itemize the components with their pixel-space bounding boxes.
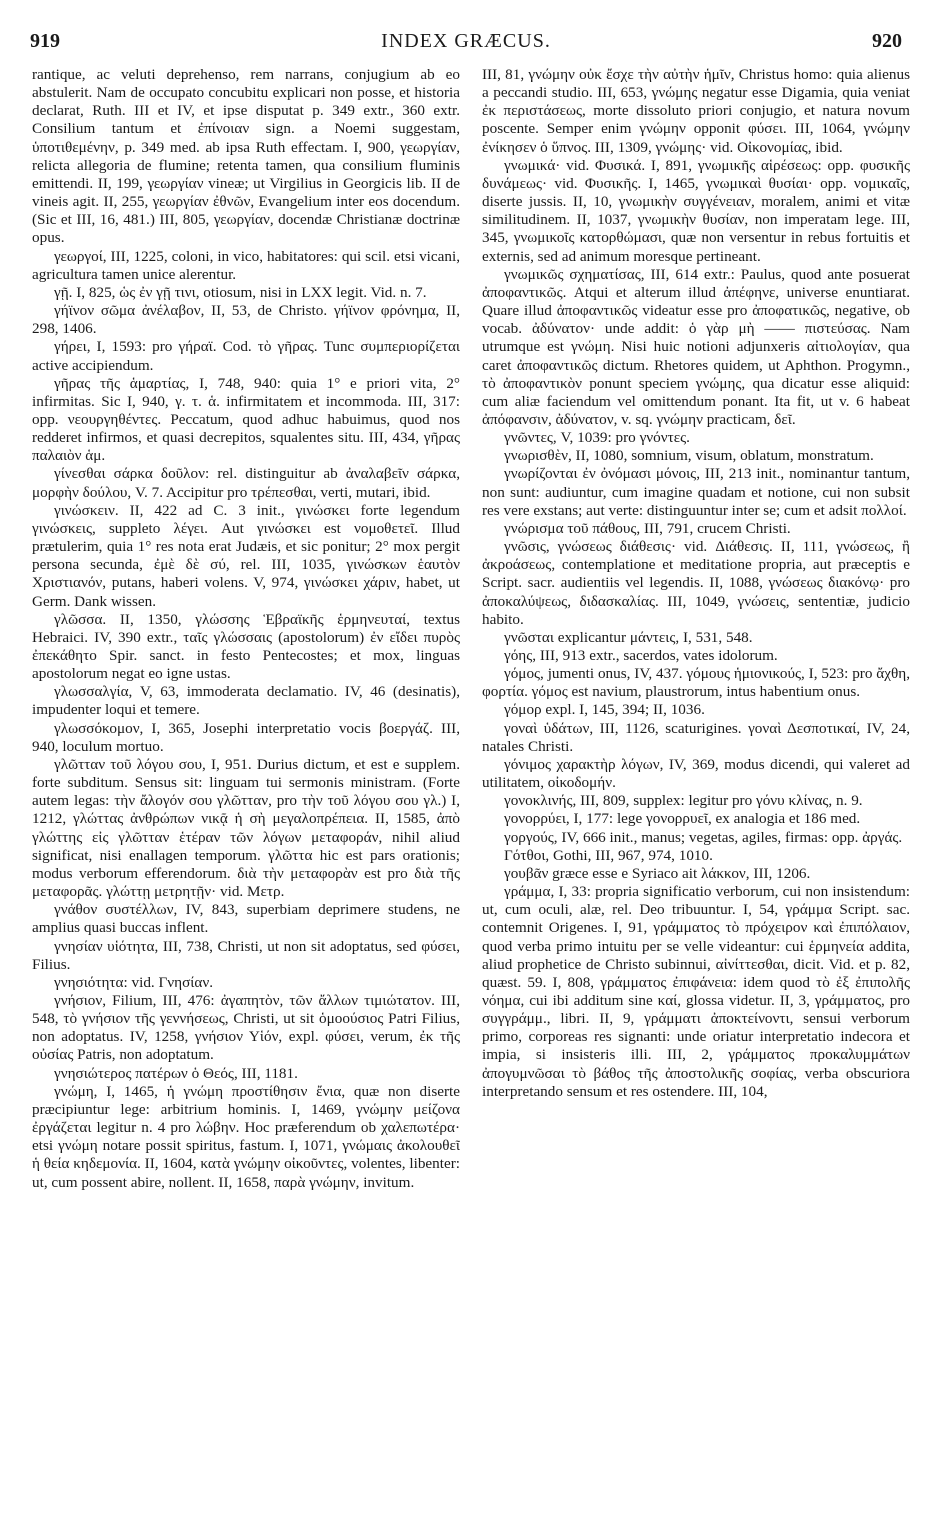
index-entry: γονορρύει, I, 177: lege γονορρυεῖ, ex analogia et 186 med. (504, 810, 861, 828)
index-entry: γήϊνον σῶμα ἀνέλαβον, II, 53, de Christo. γήϊνον φρόνημα, II, 298, 1406. (32, 302, 460, 338)
index-entry: γράμμα, I, 33: propria significatio verborum, cui non insistendum: ut, cum oculi, alæ, rel. Deo tribuuntur. I, 54, γράμμα Script. sac. contemnit Origenes. I, 91, γράμματος τὸ πρόχειρον καὶ ἐπιπόλαιον, quod verba primo intuitu per se velle videantur: cui ἑρμηνεία addita, aliud prophetice de Christo subinnui, αἰνίττεσθαι, dicit. Vid. et p. 82, quæst. 59. I, 808, γράμματος ἐπιφάνεια: idem quod τὸ ἐξ ἐπιπολῆς νόημα, cui ibi additum sine καί, glossa videtur. II, 3, γράμματος, pro συγγράμμ., libri. II, 9, γράμματι ἀποκτείνοντι, sensui verborum primo, corporeas res signanti: unde oriatur interpretatio indecora et impia, si insisteris illi. III, 2, γράμματος προκαλυμμάτων ἀπογυμνῶσαι τὸ βάθος τῆς ἀποστολικῆς σοφίας, verba obscuriora interpretando sensum et res ostendere. III, 104, (482, 883, 910, 1100)
index-entry: γνήσιον, Filium, III, 476: ἀγαπητὸν, τῶν ἄλλων τιμιώτατον. III, 548, τὸ γνήσιον τῆς γεννήσεως, Christi, ut sit ὁμοούσιος Patri Filius, non adoptatus. IV, 1258, γνήσιον Υἱόν, expl. φύσει, verum, ἐκ τῆς οὐσίας Patris, non adoptatum. (32, 991, 460, 1064)
index-entry: γεωργοί, III, 1225, coloni, in vico, habitatores: qui scil. etsi vicani, agricultura tamen unice alerentur. (32, 247, 460, 283)
index-entry: γνωμικά· vid. Φυσικά. I, 891, γνωμικῆς αἱρέσεως: opp. φυσικῆς δυνάμεως· vid. Φυσικῆς. I, 1465, γνωμικαὶ θυσίαι· opp. νομικαῖς, diserte jussis. II, 10, γνωμικὴν συγγένειαν, moralem, animi et vitæ similitudinem. II, 1037, γνωμικὴν θυσίαν, non imperatam lege. III, 345, γνωμικοῖς κατορθώμασι, quæ non versentur in rebus fortuitis et externis, sed ad animum moresque pertineant. (482, 156, 910, 265)
index-entry: γόνιμος χαρακτὴρ λόγων, IV, 369, modus dicendi, qui valeret ad utilitatem, οἰκοδομήν. (482, 755, 910, 792)
index-entry: γλωσσαλγία, V, 63, immoderata declamatio. IV, 46 (desinatis), impudenter loqui et temere. (32, 683, 460, 719)
running-title: INDEX GRÆCUS. (381, 30, 551, 52)
index-entry: γνησιότητα: vid. Γνησίαν. (54, 973, 213, 991)
index-entry: γλῶσσα. II, 1350, γλώσσης Ἑβραϊκῆς ἑρμηνευταί, textus Hebraici. IV, 390 extr., ταῖς γλώσσαις (apostolorum) ἐν εἴδει πυρὸς ἐπεκάθητο Spir. sanct. in festo Pentecostes; et mox, linguas apostolorum negat eo igne ustas. (32, 610, 460, 683)
index-entry: γνῶντες, V, 1039: pro γνόντες. (504, 429, 690, 447)
right-page-number: 920 (872, 30, 902, 52)
index-entry: γίνεσθαι σάρκα δοῦλον: rel. distinguitur ab ἀναλαβεῖν σάρκα, μορφὴν δούλου, V. 7. Accipitur pro τρέπεσθαι, verti, mutari, ibid. (32, 465, 460, 501)
index-entry: γῇ. I, 825, ὡς ἐν γῇ τινι, otiosum, nisi in LXX legit. Vid. n. 7. (54, 283, 427, 301)
index-entry: γνάθον συστέλλων, IV, 843, superbiam deprimere studens, ne amplius quasi buccas inflent. (32, 901, 460, 937)
index-entry: γουβᾶν græce esse e Syriaco ait λάκκον, III, 1206. (504, 864, 811, 882)
index-entry: γοναὶ ὑδάτων, III, 1126, scaturigines. γοναὶ Δεσποτικαί, IV, 24, natales Christi. (482, 719, 910, 755)
page-header (30, 30, 902, 60)
index-entry: γινώσκειν. II, 422 ad C. 3 init., γινώσκει forte legendum γινώσκεις, suppleto λέγει. Aut γινώσκει est νομοθετεῖ. Illud prætulerim, quia 1° res nota erat Judæis, et sic ponitur; 2° mox pergit persona secunda, ἐμὲ δὲ σύ, rel. III, 1035, γινώσκων ἑαυτὸν Χριστιανόν, putans, haberi volens. V, 974, γινώσκει χάριν, habet, ut Germ. Dank wissen. (32, 501, 460, 610)
index-entry: γλῶτταν τοῦ λόγου σου, I, 951. Durius dictum, et est e supplem. forte subditum. Sensus sit: linguam tui sermonis ministram. (Forte autem legas: τὴν ἄλογόν σου γλῶτταν, pro τὴν τοῦ λόγου σου γλ.) I, 1212, γλώττας ἀνθρώπων νικᾷ ἡ σὴ μεγαλοπρέπεια. II, 1585, ἀπὸ γλώττης εἰς γλῶτταν ἑτέραν τῶν λόγων μεταφοράν, nihil aliud significat, nisi enallagen temporum. γλῶττα hic est pars orationis; modus verborum efferendorum. διὰ τὴν μεταφορὰν est pro διὰ τῆς μεταφορᾶς. γλώττῃ μετρητῇν· vid. Μετρ. (32, 755, 460, 901)
index-entry: γῆρας τῆς ἁμαρτίας, I, 748, 940: quia 1° e priori vita, 2° infirmitas. Sic I, 940, γ. τ. ἁ. infirmitatem et incommoda. III, 317: opp. νεουργηθέντες. Peccatum, quod adhuc habuimus, quod nos redderet infirmos, et quasi decrepitos, squalentes situ. III, 434, γῆρας παλαιὸν ἁμ. (32, 374, 460, 465)
index-entry: γήρει, I, 1593: pro γήραϊ. Cod. τὸ γῆρας. Tunc συμπεριορίζεται active accipiendum. (32, 338, 460, 374)
index-entry: γνωμικῶς σχηματίσας, III, 614 extr.: Paulus, quod ante posuerat ἀποφαντικῶς. Atqui et alterum illud ἀπέφηνε, universe enuntiarat. Quare illud ἀποφαντικῶς videatur esse pro ἀποφατικῶς, negative, ob vocab. ἀδύνατον· unde addit: ὁ γὰρ μὴ —— πιστεύσας. Nam utrumque est γνώμη. Nisi huic notioni adjunxeris αἰτιολογίαν, qua caret ἀποφαντικῶς dictum. Rhetores quidem, ut Aphthon. Progymn., τὸ ἀποφαντικὸν ponunt speciem γνώμης, qua dicatur esse aliquid: cum aliæ faciendum vel omittendum ponant. Ita fit, ut v. 6 habeat ἀπόφανσιν, ἀδύνατον, v. sq. γνώμην practicam, δεῖ. (482, 265, 910, 428)
index-entry: γνησίαν υἱότητα, III, 738, Christi, ut non sit adoptatus, sed φύσει, Filius. (32, 937, 460, 973)
index-entry: γνώμη, I, 1465, ἡ γνώμη προστίθησιν ἔνια, quæ non diserte præcipiuntur lege: arbitrium hominis. I, 1469, γνώμην μείζονα ἐργάζεται legitur n. 4 pro λώβην. Hoc præferendum ob χαλεπωτέρα· etsi γνώμη notare possit spiritus, fastum. I, 1071, γνώμαις ἀκολουθεῖ ἡ θεία κηδεμονία. II, 1604, κατὰ γνώμην οἰκοῦντες, volentes, libenter: ut, cum possent abire, nollent. II, 1658, παρὰ γνώμην, invitum. (32, 1082, 460, 1191)
left-column (32, 66, 460, 1516)
index-entry: γόμος, jumenti onus, IV, 437. γόμους ἡμιονικούς, I, 523: pro ἄχθη, φορτία. γόμος est navium, plaustrorum, intus habentium onus. (482, 665, 910, 701)
index-entry: γνησιώτερος πατέρων ὁ Θεός, III, 1181. (54, 1064, 298, 1082)
index-entry: Γότθοι, Gothi, III, 967, 974, 1010. (504, 846, 713, 864)
index-entry: γνῶσται explicantur μάντεις, I, 531, 548. (504, 628, 753, 646)
right-column (482, 66, 910, 1516)
index-entry: rantique, ac veluti deprehenso, rem narrans, conjugium ab eo abstulerit. Nam de occupato concubitu explicari non posse, et historia declarat, Ruth. III et IV, et ipse disputat p. 349 extr., 360 extr. Consilium tantum et ἐπίνοιαν sign. a Noemi suggestam, ὑποτιθεμένην, p. 349 med. ab ipsa Ruth effectam. I, 900, γεωργίαν, relicta allegoria de flumine; retenta tamen, qua consilium fluminis emittendi. II, 199, γεωργίαν vineæ; ut Virgilius in Georgicis lib. II de vineis agit. II, 255, γεωργίαν ἐθνῶν, Evangelium inter eos docendum. (Sic et III, 16, 481.) III, 805, γεωργίαν, docendæ Christianæ doctrinæ opus. (32, 66, 460, 247)
index-entry: γόης, III, 913 extr., sacerdos, vates idolorum. (504, 647, 778, 664)
index-entry: γνωρισθὲν, II, 1080, somnium, visum, oblatum, monstratum. (504, 447, 874, 465)
index-entry: γνώρισμα τοῦ πάθους, III, 791, crucem Christi. (504, 519, 791, 537)
index-entry: γοργούς, IV, 666 init., manus; vegetas, agiles, firmas: opp. ἀργάς. (504, 828, 903, 846)
index-entry: γλωσσόκομον, I, 365, Josephi interpretatio vocis βοεργάζ. III, 940, loculum mortuo. (32, 719, 460, 755)
left-page-number: 919 (30, 30, 60, 52)
index-entry: γνωρίζονται ἐν ὀνόμασι μόνοις, III, 213 init., nominantur tantum, non sunt: audiuntur, cum imagine quadam et notione, cui non subsit res vere exstans; aut verte: distinguuntur inter se; cum et adsit πολλοί. (482, 465, 910, 519)
index-entry: III, 81, γνώμην οὐκ ἔσχε τὴν αὐτὴν ἡμῖν, Christus homo: quia alienus a peccandi studio. III, 653, γνώμης negatur esse Digamia, quia veniat ἐκ περιστάσεως, morte dissoluto priori conjugio, et natura novum poscente. Semper enim γνώμην opponit φύσει. III, 1064, γνώμην ἐνίκησεν ὁ ὕπνος. III, 1309, γνώμης· vid. Οἰκονομίας, ibid. (482, 66, 910, 156)
index-entry: γόμορ expl. I, 145, 394; II, 1036. (504, 701, 705, 719)
index-entry: γονοκλινής, III, 809, supplex: legitur pro γόνυ κλίνας, n. 9. (504, 792, 863, 810)
index-entry: γνῶσις, γνώσεως διάθεσις· vid. Διάθεσις. II, 111, γνώσεως, ἢ ἀκροάσεως, contemplatione et meditatione propria, aut præceptis e Script. sacr. audientiis vel legendis. II, 1088, γνώσεως διακόνῳ· pro ἀποκαλύψεως, διδασκαλίας. III, 1049, γνώσεις, sententiæ, judicio habito. (482, 538, 910, 628)
